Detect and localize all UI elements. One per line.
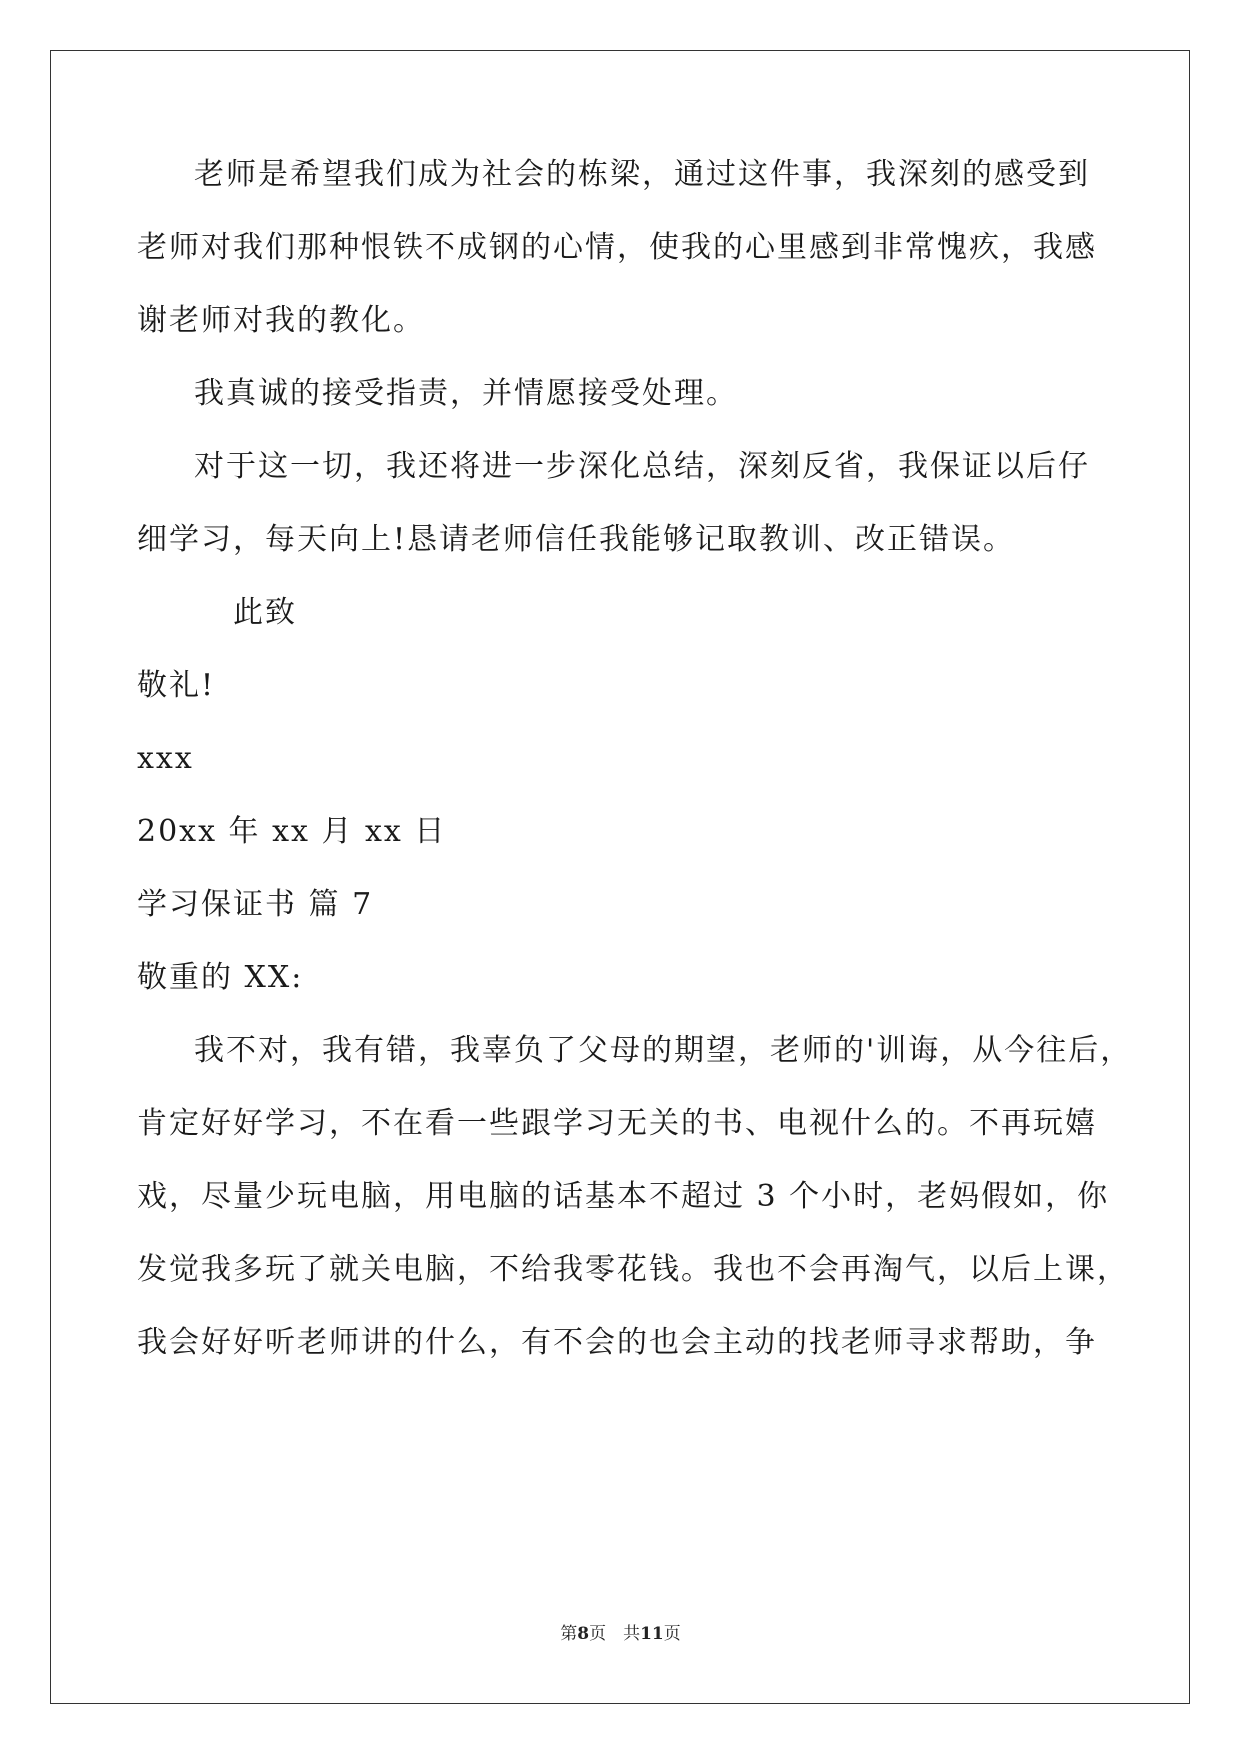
page-mid-text: 页 共 (589, 1624, 641, 1644)
closing-salutation: 此致 (233, 595, 297, 630)
paragraph-line: 老师对我们那种恨铁不成钢的心情，使我的心里感到非常愧疚，我感 (137, 230, 1097, 265)
page-number-footer (0, 1623, 1241, 1645)
page-border (50, 50, 1190, 1704)
signature-name: xxx (137, 741, 194, 776)
letter-greeting: 敬重的 XX: (137, 960, 304, 995)
page-prefix: 第 (560, 1624, 578, 1644)
paragraph-line: 老师是希望我们成为社会的栋梁，通过这件事，我深刻的感受到 (194, 157, 1090, 192)
paragraph-line: 我不对，我有错，我辜负了父母的期望，老师的'训诲，从今往后， (194, 1033, 1133, 1068)
page-suffix: 页 (663, 1624, 681, 1644)
paragraph-line: 谢老师对我的教化。 (137, 303, 425, 338)
paragraph-line: 对于这一切，我还将进一步深化总结，深刻反省，我保证以后仔 (194, 449, 1090, 484)
current-page-number: 8 (577, 1624, 590, 1644)
section-heading: 学习保证书 篇 7 (137, 887, 374, 922)
total-page-number: 11 (640, 1624, 664, 1644)
paragraph-line: 戏，尽量少玩电脑，用电脑的话基本不超过 3 个小时，老妈假如，你 (137, 1179, 1110, 1214)
closing-regards: 敬礼! (137, 668, 216, 703)
paragraph-line: 我会好好听老师讲的什么，有不会的也会主动的找老师寻求帮助，争 (137, 1325, 1097, 1360)
paragraph-line: 细学习，每天向上!恳请老师信任我能够记取教训、改正错误。 (137, 522, 1016, 557)
paragraph-line: 我真诚的接受指责，并情愿接受处理。 (194, 376, 738, 411)
paragraph-line: 发觉我多玩了就关电脑，不给我零花钱。我也不会再淘气，以后上课， (137, 1252, 1129, 1287)
paragraph-line: 肯定好好学习，不在看一些跟学习无关的书、电视什么的。不再玩嬉 (137, 1106, 1097, 1141)
signature-date: 20xx 年 xx 月 xx 日 (137, 814, 447, 849)
